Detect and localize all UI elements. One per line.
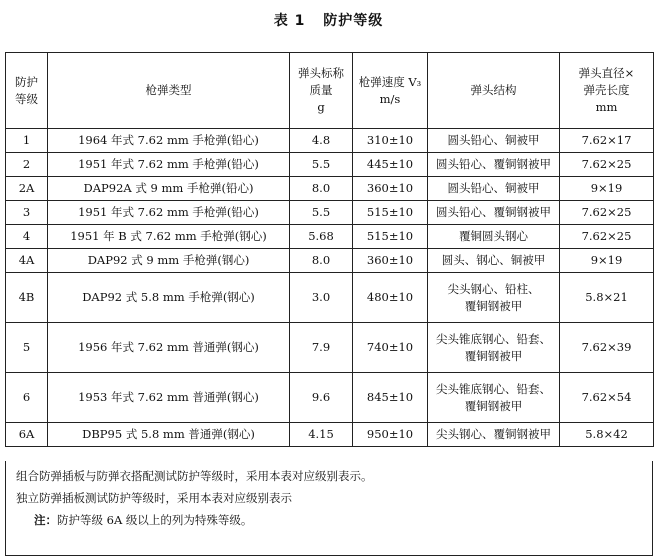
cell-level: 2: [6, 153, 48, 177]
cell-speed: 480±10: [353, 273, 428, 323]
header-structure: 弹头结构: [428, 53, 560, 129]
cell-size: 5.8×42: [560, 423, 654, 447]
cell-level: 4: [6, 225, 48, 249]
cell-size: 7.62×25: [560, 225, 654, 249]
cell-type: DBP95 式 5.8 mm 普通弹(钢心): [48, 423, 290, 447]
cell-speed: 445±10: [353, 153, 428, 177]
cell-speed: 360±10: [353, 177, 428, 201]
cell-mass: 4.8: [290, 129, 353, 153]
cell-type: DAP92 式 5.8 mm 手枪弹(钢心): [48, 273, 290, 323]
table-body: [6, 129, 654, 447]
cell-speed: 845±10: [353, 373, 428, 423]
cell-structure: 圆头铅心、铜被甲: [428, 177, 560, 201]
cell-level: 6: [6, 373, 48, 423]
table-row: [6, 177, 654, 201]
note-label: 注：: [34, 513, 57, 527]
note-line-2: 独立防弹插板测试防护等级时，采用本表对应级别表示: [16, 491, 292, 505]
table-title: [0, 10, 657, 30]
cell-structure: 尖头锥底钢心、铅套、 覆铜钢被甲: [428, 323, 560, 373]
cell-structure: 圆头铅心、覆铜钢被甲: [428, 153, 560, 177]
table-row: [6, 273, 654, 323]
header-type: 枪弹类型: [48, 53, 290, 129]
cell-size: 7.62×17: [560, 129, 654, 153]
note-text: 防护等级 6A 级以上的列为特殊等级。: [57, 513, 253, 527]
cell-size: 7.62×39: [560, 323, 654, 373]
table-row: [6, 373, 654, 423]
header-size: 弹头直径× 弹壳长度 mm: [560, 53, 654, 129]
header-speed: 枪弹速度 V₃ m/s: [353, 53, 428, 129]
cell-structure: 圆头铅心、覆铜钢被甲: [428, 201, 560, 225]
cell-speed: 515±10: [353, 201, 428, 225]
note-line-3: [34, 512, 252, 528]
cell-size: 7.62×25: [560, 201, 654, 225]
cell-type: 1951 年式 7.62 mm 手枪弹(铅心): [48, 201, 290, 225]
cell-mass: 3.0: [290, 273, 353, 323]
table-row: [6, 423, 654, 447]
cell-structure: 尖头钢心、覆铜钢被甲: [428, 423, 560, 447]
cell-structure: 圆头铅心、铜被甲: [428, 129, 560, 153]
cell-level: 5: [6, 323, 48, 373]
cell-speed: 740±10: [353, 323, 428, 373]
table-caption: 防护等级: [323, 13, 384, 29]
cell-level: 2A: [6, 177, 48, 201]
cell-type: DAP92 式 9 mm 手枪弹(钢心): [48, 249, 290, 273]
cell-speed: 515±10: [353, 225, 428, 249]
header-mass: 弹头标称 质量 g: [290, 53, 353, 129]
cell-level: 3: [6, 201, 48, 225]
cell-size: 9×19: [560, 177, 654, 201]
cell-type: 1956 年式 7.62 mm 普通弹(钢心): [48, 323, 290, 373]
cell-structure: 圆头、钢心、铜被甲: [428, 249, 560, 273]
cell-mass: 5.5: [290, 201, 353, 225]
cell-type: 1964 年式 7.62 mm 手枪弹(铅心): [48, 129, 290, 153]
cell-level: 4B: [6, 273, 48, 323]
cell-level: 4A: [6, 249, 48, 273]
header-row: [6, 53, 654, 129]
cell-speed: 360±10: [353, 249, 428, 273]
table-number: 表 1: [273, 13, 306, 29]
table-notes: [5, 461, 653, 556]
note-line-1: 组合防弹插板与防弹衣搭配测试防护等级时，采用本表对应级别表示。: [16, 469, 373, 483]
table-row: [6, 323, 654, 373]
cell-type: 1951 年 B 式 7.62 mm 手枪弹(钢心): [48, 225, 290, 249]
table-row: [6, 129, 654, 153]
cell-type: DAP92A 式 9 mm 手枪弹(铅心): [48, 177, 290, 201]
cell-mass: 8.0: [290, 177, 353, 201]
cell-size: 5.8×21: [560, 273, 654, 323]
cell-mass: 5.5: [290, 153, 353, 177]
cell-mass: 5.68: [290, 225, 353, 249]
cell-structure: 覆铜圆头钢心: [428, 225, 560, 249]
table-row: [6, 201, 654, 225]
cell-speed: 310±10: [353, 129, 428, 153]
cell-mass: 4.15: [290, 423, 353, 447]
cell-level: 1: [6, 129, 48, 153]
cell-size: 7.62×54: [560, 373, 654, 423]
table-row: [6, 249, 654, 273]
cell-mass: 7.9: [290, 323, 353, 373]
cell-mass: 9.6: [290, 373, 353, 423]
header-level: 防护 等级: [6, 53, 48, 129]
cell-speed: 950±10: [353, 423, 428, 447]
cell-size: 9×19: [560, 249, 654, 273]
cell-type: 1951 年式 7.62 mm 手枪弹(铅心): [48, 153, 290, 177]
cell-type: 1953 年式 7.62 mm 普通弹(钢心): [48, 373, 290, 423]
cell-structure: 尖头钢心、铅柱、 覆铜钢被甲: [428, 273, 560, 323]
table-row: [6, 225, 654, 249]
cell-structure: 尖头锥底钢心、铅套、 覆铜钢被甲: [428, 373, 560, 423]
protection-level-table: [5, 52, 654, 447]
cell-mass: 8.0: [290, 249, 353, 273]
table-row: [6, 153, 654, 177]
cell-level: 6A: [6, 423, 48, 447]
cell-size: 7.62×25: [560, 153, 654, 177]
